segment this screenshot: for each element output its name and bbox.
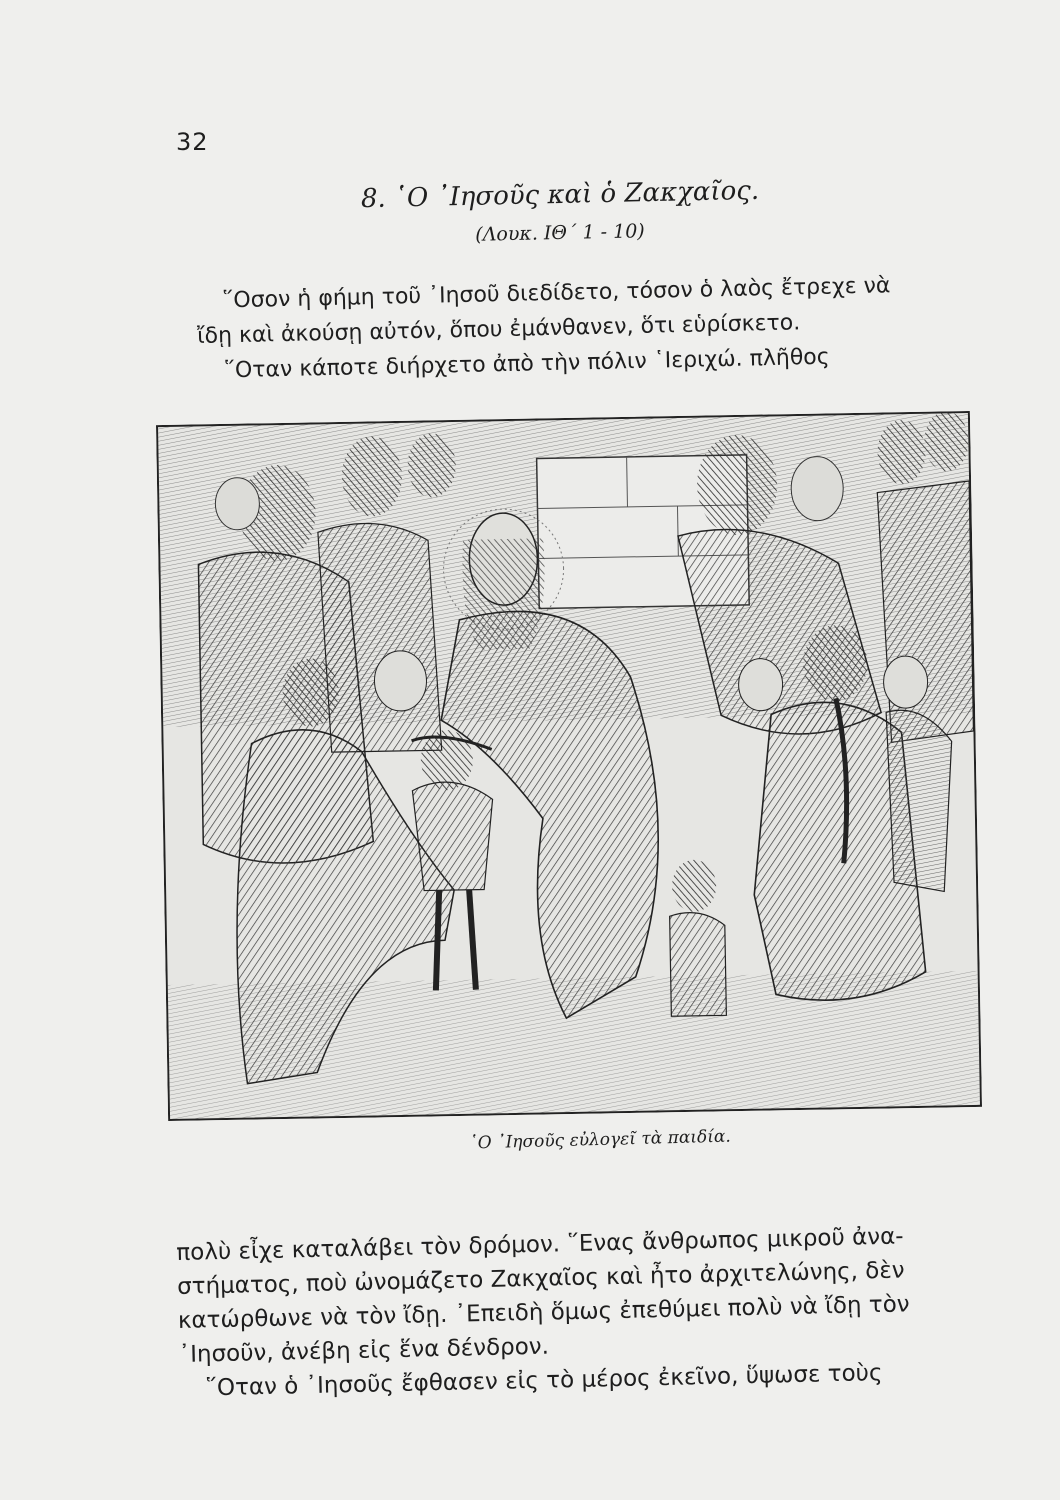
page-number: 32 (176, 128, 209, 156)
illustration-caption: ῾Ο ᾿Ιησοῦς εὐλογεῖ τὰ παιδία. (469, 1126, 731, 1154)
text-line: ῞Οσον ἡ φήμη τοῦ ᾿Ιησοῦ διεδίδετο, τόσον ὁ λαὸς ἔτρεχε νὰ (222, 273, 891, 314)
engraving-illustration (156, 411, 982, 1121)
paragraph-top (196, 266, 998, 389)
text-line: κατώρθωνε νὰ τὸν ἴδῃ. ᾿Επειδὴ ὅμως ἐπεθύμει πολὺ νὰ ἴδῃ τὸν (177, 1291, 910, 1334)
chapter-title: 8. ῾Ο ᾿Ιησοῦς καὶ ὁ Ζακχαῖος. (360, 175, 760, 215)
text-line: ἴδῃ καὶ ἀκούσῃ αὐτόν, ὅπου ἐμάνθανεν, ὅτι εὑρίσκετο. (196, 310, 801, 349)
text-line: πολὺ εἶχε καταλάβει τὸν δρόμον. ῞Ενας ἄνθρωπος μικροῦ ἀνα- (176, 1223, 904, 1266)
paragraph-bottom (176, 1217, 1020, 1406)
text-line: στήματος, ποὺ ὠνομάζετο Ζακχαῖος καὶ ἦτο ἀρχιτελώνης, δὲν (176, 1257, 905, 1300)
scripture-reference: (Λουκ. ΙΘ΄ 1 - 10) (475, 220, 645, 246)
text-line: ῞Οταν ὁ ᾿Ιησοῦς ἔφθασεν εἰς τὸ μέρος ἐκεῖνο, ὕψωσε τοὺς (205, 1360, 883, 1402)
text-line: ῞Οταν κάποτε διήρχετο ἀπὸ τὴν πόλιν ῾Ιεριχώ. πλῆθος (223, 344, 830, 384)
text-line: ᾿Ιησοῦν, ἀνέβη εἰς ἕνα δένδρον. (178, 1333, 550, 1368)
